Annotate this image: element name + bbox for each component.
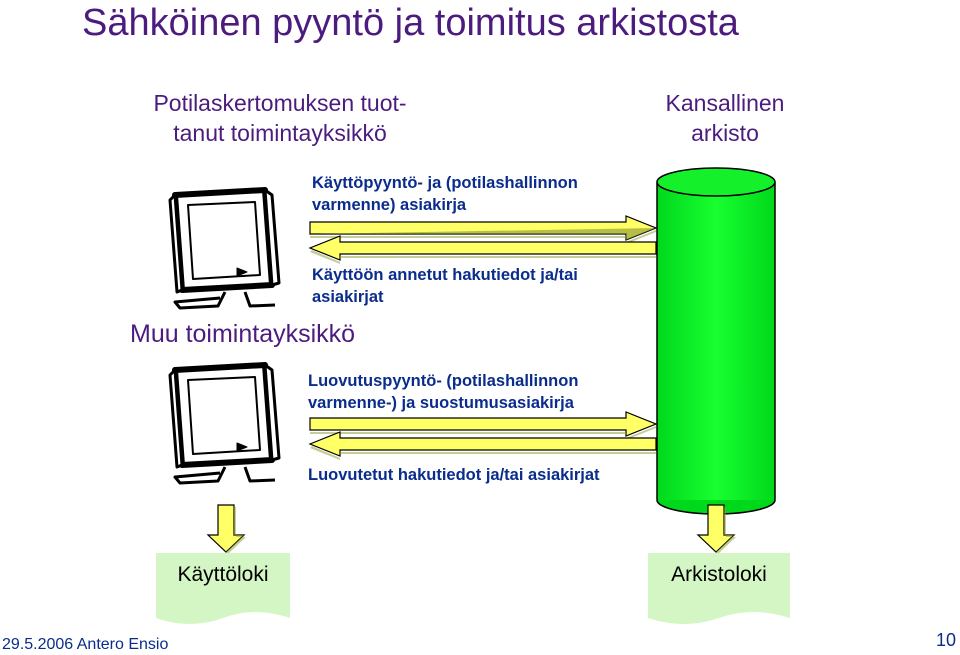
message-disclosure-request — [308, 370, 578, 414]
message-usage-request-line1: Käyttöpyyntö- ja (potilashallinnon — [312, 174, 578, 192]
arrow-left — [310, 432, 656, 460]
source-unit-heading-line2: tanut toimintayksikkö — [173, 120, 387, 146]
message-granted-data — [312, 264, 578, 308]
computer-monitor-icon — [170, 365, 279, 483]
message-usage-request-line2: varmenne) asiakirja — [312, 196, 467, 214]
archive-log-label: Arkistoloki — [671, 563, 767, 586]
arrow-right — [310, 216, 656, 244]
source-unit-heading-line1: Potilaskertomuksen tuot- — [153, 90, 407, 116]
message-disclosed-data — [308, 464, 600, 486]
national-archive-heading-line2: arkisto — [691, 120, 759, 146]
other-unit-label: Muu toimintayksikkö — [130, 320, 356, 348]
message-disclosure-request-line1: Luovutuspyyntö- (potilashallinnon — [308, 372, 579, 390]
computer-monitor-icon — [170, 190, 279, 308]
footer-date-author: 29.5.2006 Antero Ensio — [2, 636, 169, 653]
message-disclosure-request-line2: varmenne-) ja suostumusasiakirja — [308, 394, 574, 412]
message-granted-data-line1: Käyttöön annetut hakutiedot ja/tai — [312, 266, 578, 284]
national-archive-heading-line1: Kansallinen — [665, 90, 785, 116]
page-title: Sähköinen pyyntö ja toimitus arkistosta — [82, 2, 739, 44]
archive-cylinder — [657, 168, 775, 514]
usage-log-label: Käyttöloki — [177, 563, 269, 586]
message-granted-data-line2: asiakirjat — [312, 288, 384, 306]
arrow-right — [310, 412, 656, 440]
message-disclosed-data-line1: Luovutetut hakutiedot ja/tai asiakirjat — [308, 466, 600, 484]
arrow-left — [310, 236, 656, 264]
message-usage-request — [312, 172, 578, 216]
page-number: 10 — [936, 630, 957, 650]
arrow-down — [208, 505, 246, 554]
